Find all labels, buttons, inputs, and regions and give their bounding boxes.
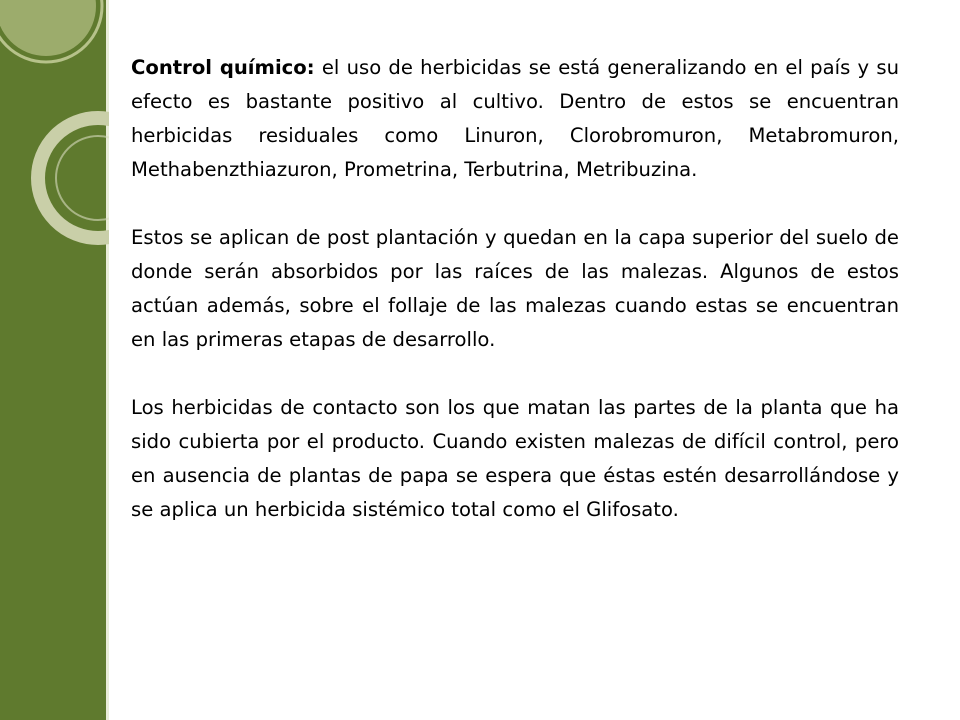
paragraph-application <box>131 221 899 357</box>
body-text <box>131 51 899 561</box>
paragraph-lead: Control químico: <box>131 56 315 79</box>
paragraph-text: Los herbicidas de contacto son los que matan las partes de la planta que ha sido cubierta por el producto. Cuando existen malezas de difícil control, pero en ausencia de plantas de papa se espera que éstas estén desarrollándose y se aplica un herbicida sistémico total como el Glifosato. <box>131 396 899 521</box>
paragraph-text: el uso de herbicidas se está generalizando en el país y su efecto es bastante positivo al cultivo. Dentro de estos se encuentran herbicidas residuales como Linuron, Clorobromuron, Metabromuron, Methabenzthiazuron, Prometrina, Terbutrina, Metribuzina. <box>131 56 899 181</box>
decorative-circles <box>0 0 109 320</box>
paragraph-chemical-control <box>131 51 899 187</box>
circle-small-ring <box>56 136 109 220</box>
paragraph-contact-herbicides <box>131 391 899 527</box>
paragraph-text: Estos se aplican de post plantación y quedan en la capa superior del suelo de donde serán absorbidos por las raíces de las malezas. Algunos de estos actúan además, sobre el follaje de las malezas cuando estas se encuentran en las primeras etapas de desarrollo. <box>131 226 899 351</box>
